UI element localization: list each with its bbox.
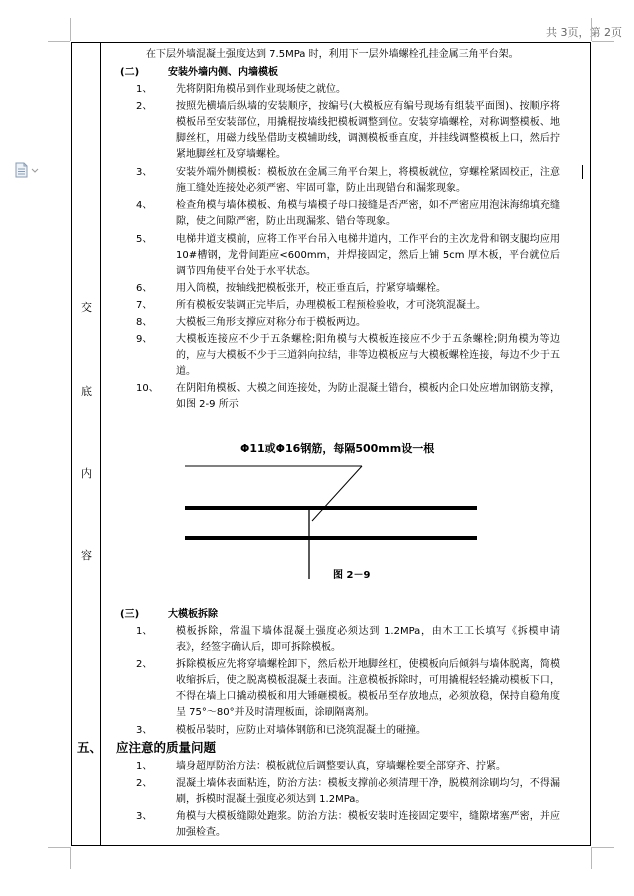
content-cell: [102, 43, 590, 845]
item-text: 模板拆除，常温下墙体混凝土强度必须达到 1.2MPa，由木工工长填写《拆模申请表》，经签字确认后，即可拆除模板。: [176, 626, 560, 653]
item-text: 大模板连接应不少于五条螺栓;阳角模与大模板连接应不少于五条螺栓;阴角模为等边的，应与大模板不少于三道斜向拉结，非等边模板应与大模板螺栓连接，每边不少于五道。: [176, 334, 560, 377]
item-text: 所有模板安装调正完毕后，办理模板工程预检验收，才可浇筑混凝土。: [176, 300, 486, 311]
item-number: 4、: [136, 200, 153, 211]
section-number: 五、: [77, 740, 103, 755]
crop-mark-top-right-v: [591, 18, 592, 41]
item-text: 安装外端外侧模板：模板放在金属三角平台架上，将模板就位，穿螺栓紧固校正，注意施工缝处连接处必须严密、牢固可靠，防止出现错台和漏浆现象。: [176, 167, 560, 194]
item-text: 模板吊装时，应防止对墙体钢筋和已浇筑混凝土的碰撞。: [176, 725, 426, 736]
item-text: 电梯井道支模前，应将工作平台吊入电梯井道内，工作平台的主次龙骨和钢支腿均应用 10#槽钢，龙骨间距应<600mm，并焊接固定，然后上铺 5cm 厚木板，平台就位后调节四角使平台处于水平状态。: [176, 234, 560, 277]
item-number: 10、: [136, 383, 159, 394]
side-label-char: 内: [81, 467, 92, 480]
section-title: 应注意的质量问题: [116, 740, 217, 755]
intro-line: 在下层外墙混凝土强度达到 7.5MPa 时，利用下一层外墙螺栓孔挂金属三角平台架。: [146, 49, 519, 60]
item-text: 混凝土墙体表面粘连，防治方法：模板支撑前必须清理干净，脱模剂涂刷均匀，不得漏刷，拆模时混凝土强度必须达到 1.2MPa。: [176, 778, 560, 805]
page-counter: 共 3页，第 2页: [546, 26, 622, 39]
section-number: (二): [120, 67, 140, 78]
item-number: 2、: [136, 659, 153, 670]
pointer-leader-line: [312, 466, 362, 521]
figure-annotation: Φ11或Φ16钢筋，每隔500mm设一根: [240, 442, 435, 455]
item-text: 用入筒模，按轴线把模板张开，校正垂直后，拧紧穿墙螺栓。: [176, 283, 446, 294]
item-text: 在阴阳角模板、大模之间连接处，为防止混凝土错台，模板内企口处应增加钢筋支撑，如图 2-9 所示: [176, 383, 560, 410]
crop-mark-top-left-h: [48, 41, 70, 42]
item-text: 角模与大模板缝隙处跑浆。防治方法：模板安装时连接固定要牢，缝隙堵塞严密，并应加强检查。: [176, 811, 560, 838]
figure-caption: 图 2－9: [333, 570, 371, 581]
item-number: 3、: [136, 811, 153, 822]
crop-mark-bottom-left-h: [48, 847, 70, 848]
document-table: [71, 42, 591, 846]
section-title: 安装外墙内侧、内墙模板: [168, 67, 278, 78]
crop-mark-bottom-right-v: [591, 847, 592, 869]
item-text: 按照先横墙后纵墙的安装顺序，按编号(大模板应有编号现场有组装平面图)、按顺序将模板吊至安装部位，用撬棍按墙线把模板调整到位。安装穿墙螺栓，对称调整模板、地脚丝杠，用磁力线坠借助支模辅助线，调测模板垂直度，并挂线调整模板上口，然后拧紧地脚丝杠及穿墙螺栓。: [176, 101, 560, 160]
item-text: 拆除模板应先将穿墙螺栓卸下，然后松开地脚丝杠，使模板向后倾斜与墙体脱离，简模收缩拆后，使之脱离模板混凝土表面。注意模板拆除时，可用撬棍轻轻撬动模板下口，不得在墙上口撬动模板和用大锤砸模板。模板吊至存放地点，必须放稳，保持自稳角度呈 75°～80°并及时清理板面，涂刷隔离剂。: [176, 659, 560, 718]
section-number: (三): [120, 609, 140, 620]
section-title: 大模板拆除: [168, 609, 218, 620]
item-number: 2、: [136, 101, 153, 112]
item-number: 3、: [136, 167, 153, 178]
item-number: 1、: [136, 761, 153, 772]
side-label-char: 容: [81, 549, 92, 562]
crop-mark-bottom-right-h: [592, 847, 614, 848]
section-heading: [120, 65, 278, 81]
item-number: 1、: [136, 84, 153, 95]
section-heading: [120, 607, 218, 623]
section-5-heading: [77, 738, 216, 756]
side-label-char: 交: [81, 301, 92, 314]
crop-mark-top-right-h: [592, 41, 614, 42]
side-label-column: [72, 43, 101, 845]
formwork-panel-upper-top: [185, 506, 477, 510]
item-text: 先将阴阳角模吊到作业现场使之就位。: [176, 84, 346, 95]
item-text: 大模板三角形支撑应对称分布于模板两边。: [176, 317, 366, 328]
item-text: 墙身超厚防治方法：模板就位后调整要认真，穿墙螺栓要全部穿齐、拧紧。: [176, 761, 506, 772]
document-icon[interactable]: [14, 162, 42, 178]
item-number: 8、: [136, 317, 153, 328]
item-number: 2、: [136, 778, 153, 789]
item-number: 7、: [136, 300, 153, 311]
item-number: 1、: [136, 626, 153, 637]
crop-mark-top-left-v: [70, 18, 71, 41]
crop-mark-bottom-left-v: [70, 847, 71, 869]
item-number: 6、: [136, 283, 153, 294]
item-text: 检查角模与墙体模板、角模与墙模子母口接缝是否严密，如不严密应用泡沫海绵填充缝隙，使之间隙严密，防止出现漏浆、错台等现象。: [176, 200, 560, 227]
item-number: 9、: [136, 334, 153, 345]
side-label-char: 底: [81, 385, 92, 398]
formwork-panel-upper-bottom: [185, 536, 477, 540]
item-number: 5、: [136, 234, 153, 245]
figure-2-9-diagram: [182, 431, 482, 581]
item-number: 3、: [136, 725, 153, 736]
